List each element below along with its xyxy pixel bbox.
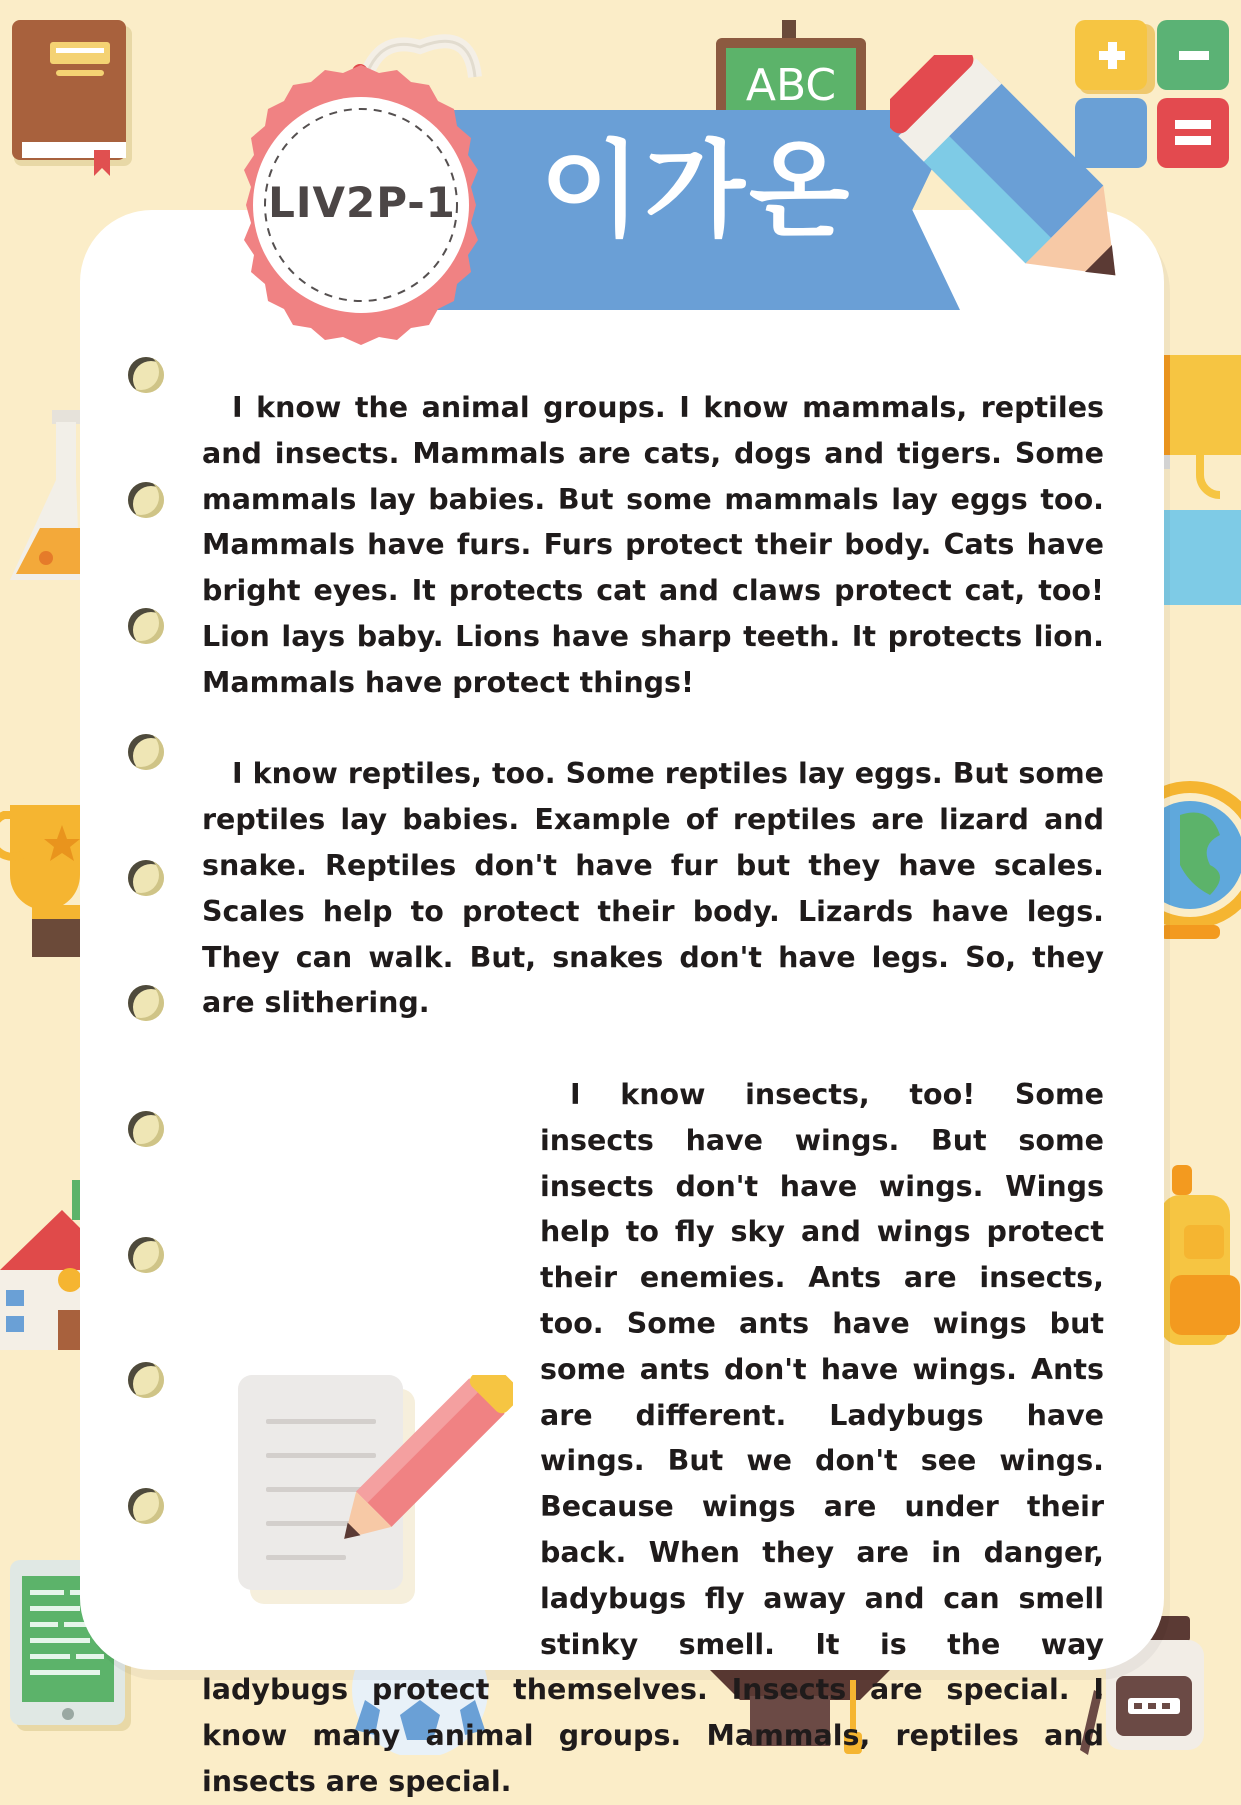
pencil-icon: [890, 55, 1140, 295]
trophy-icon: [0, 795, 80, 965]
globe-icon: [1160, 775, 1241, 955]
class-code: LIV2P-1: [268, 178, 456, 227]
binder-hole: [128, 985, 164, 1021]
binder-hole: [128, 482, 164, 518]
binder-hole: [128, 1362, 164, 1398]
student-name: 이가온: [540, 129, 854, 251]
essay-paragraph-reptiles: I know reptiles, too. Some reptiles lay eggs. But some reptiles lay babies. Example of reptiles are lizard and snake. Reptiles don't have fur but they have scales. Scales help to protect their body. Lizards have legs. They can walk. But, snakes don't have legs. So, they are slithering.: [202, 757, 1104, 1020]
backpack-icon: [1160, 1165, 1241, 1345]
binder-hole: [128, 1488, 164, 1524]
binder-hole: [128, 357, 164, 393]
flask-icon: [0, 410, 80, 590]
abc-board-icon: [716, 20, 866, 110]
paper-and-pencil-icon: [238, 1375, 513, 1615]
essay-paragraph-insects: I know insects, too! Some insects have wings. But some insects don't have wings. Wings help to fly sky and wings protect their enemies. Ants are insects, too. Some ants have wings but some ants don't have wings. Ants are different. Ladybugs have wings. But we don't see wings. Because wings are under their back. When they are in danger, ladybugs fly away and can smell stinky smell. It is the way ladybugs protect themselves. Insects are special. I know many animal groups. Mammals, reptiles and insects are special.: [202, 1077, 1104, 1798]
binder-hole: [128, 1111, 164, 1147]
binder-hole: [128, 1237, 164, 1273]
book-icon: [12, 20, 142, 180]
binder-hole: [128, 734, 164, 770]
school-house-icon: [0, 1180, 80, 1350]
binder-hole: [128, 860, 164, 896]
svg-text:ABC: ABC: [745, 60, 837, 110]
essay-paragraph-mammals: I know the animal groups. I know mammals, reptiles and insects. Mammals are cats, dogs and tigers. Some mammals lay babies. But some mammals lay eggs too. Mammals have furs. Furs protect their body. Cats have bright eyes. It protects cat and claws protect cat, too! Lion lays baby. Lions have sharp teeth. It protects lion. Mammals have protect things!: [202, 391, 1104, 699]
binder-hole: [128, 608, 164, 644]
